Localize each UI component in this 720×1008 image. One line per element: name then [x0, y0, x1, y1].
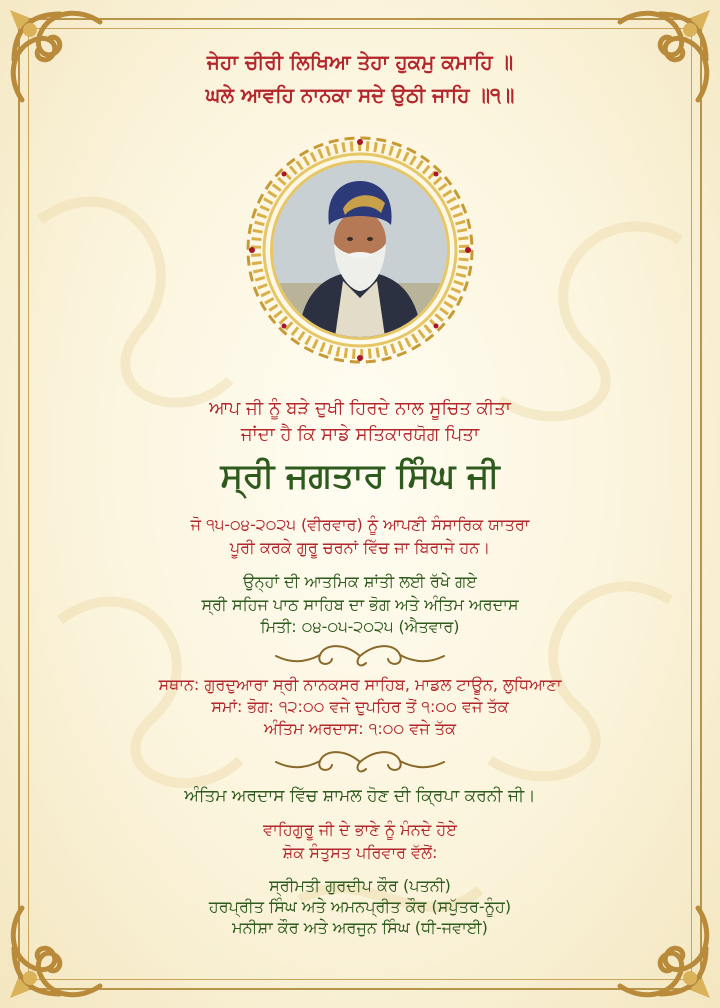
ceremony-line-1: ਉਨ੍ਹਾਂ ਦੀ ਆਤਮਿਕ ਸ਼ਾਂਤੀ ਲਈ ਰੱਖੇ ਗਏ [243, 572, 477, 591]
deceased-name: ਸ੍ਰੀ ਜਗਤਾਰ ਸਿੰਘ ਜੀ [220, 456, 500, 496]
venue-time: ਸਮਾਂ: ਭੋਗ: ੧੨:੦੦ ਵਜੇ ਦੁਪਹਿਰ ਤੋਂ ੧:੦੦ ਵਜੇ ਤੱਕ [211, 697, 509, 716]
ceremony-line-2: ਸ੍ਰੀ ਸਹਿਜ ਪਾਠ ਸਾਹਿਬ ਦਾ ਭੋਗ ਅਤੇ ਅੰਤਿਮ ਅਰਦਾਸ [201, 595, 519, 614]
passing-line-2: ਪੂਰੀ ਕਰਕੇ ਗੁਰੂ ਚਰਨਾਂ ਵਿੱਚ ਜਾ ਬਿਰਾਜੇ ਹਨ। [229, 538, 491, 557]
request-line: ਅੰਤਿਮ ਅਰਦਾਸ ਵਿੱਚ ਸ਼ਾਮਲ ਹੋਣ ਦੀ ਕ੍ਰਿਪਾ ਕਰਨੀ ਜੀ। [184, 786, 536, 806]
family-member: ਮਨੀਸ਼ਾ ਕੌਰ ਅਤੇ ਅਰਜੁਨ ਸਿੰਘ (ਧੀ-ਜਵਾਈ) [232, 918, 488, 937]
ceremony-date: ਮਿਤੀ: ੦੪-੦੫-੨੦੨੫ (ਐਤਵਾਰ) [260, 617, 460, 636]
family-member: ਸ੍ਰੀਮਤੀ ਗੁਰਦੀਪ ਕੌਰ (ਪਤਨੀ) [269, 876, 451, 895]
venue-place: ਸਥਾਨ: ਗੁਰਦੁਆਰਾ ਸ੍ਰੀ ਨਾਨਕਸਰ ਸਾਹਿਬ, ਮਾਡਲ ਟਾਊਨ, ਲੁਧਿਆਣਾ [158, 675, 562, 694]
announcement-line-1: ਆਪ ਜੀ ਨੂੰ ਬੜੇ ਦੁਖੀ ਹਿਰਦੇ ਨਾਲ ਸੂਚਿਤ ਕੀਤਾ [209, 398, 511, 419]
family-line-2: ਸ਼ੋਕ ਸੰਤੁਸਤ ਪਰਿਵਾਰ ਵੱਲੋਂ: [282, 843, 438, 862]
family-line-1: ਵਾਹਿਗੁਰੂ ਜੀ ਦੇ ਭਾਣੇ ਨੂੰ ਮੰਨਦੇ ਹੋਏ [263, 820, 457, 839]
scroll-divider-icon [270, 747, 450, 777]
family-member: ਹਰਪ੍ਰੀਤ ਸਿੰਘ ਅਤੇ ਅਮਨਪ੍ਰੀਤ ਕੌਰ (ਸਪੁੱਤਰ-ਨੂੰਹ) [208, 897, 512, 916]
portrait-photo [273, 163, 447, 337]
verse-line-2: ਘਲੇ ਆਵਹਿ ਨਾਨਕਾ ਸਦੇ ਉਠੀ ਜਾਹਿ ॥੧॥ [205, 83, 515, 107]
scroll-divider-icon [270, 641, 450, 671]
passing-line-1: ਜੋ ੧੫-੦੪-੨੦੨੫ (ਵੀਰਵਾਰ) ਨੂੰ ਆਪਣੀ ਸੰਸਾਰਿਕ ਯਾਤਰਾ [190, 515, 530, 534]
venue-ardas: ਅੰਤਿਮ ਅਰਦਾਸ: ੧:੦੦ ਵਜੇ ਤੱਕ [263, 719, 457, 738]
announcement-line-2: ਜਾਂਦਾ ਹੈ ਕਿ ਸਾਡੇ ਸਤਿਕਾਰਯੋਗ ਪਿਤਾ [240, 424, 480, 445]
verse-line-1: ਜੇਹਾ ਚੀਰੀ ਲਿਖਿਆ ਤੇਹਾ ਹੁਕਮੁ ਕਮਾਹਿ ॥ [206, 50, 514, 74]
portrait-frame [240, 130, 480, 370]
